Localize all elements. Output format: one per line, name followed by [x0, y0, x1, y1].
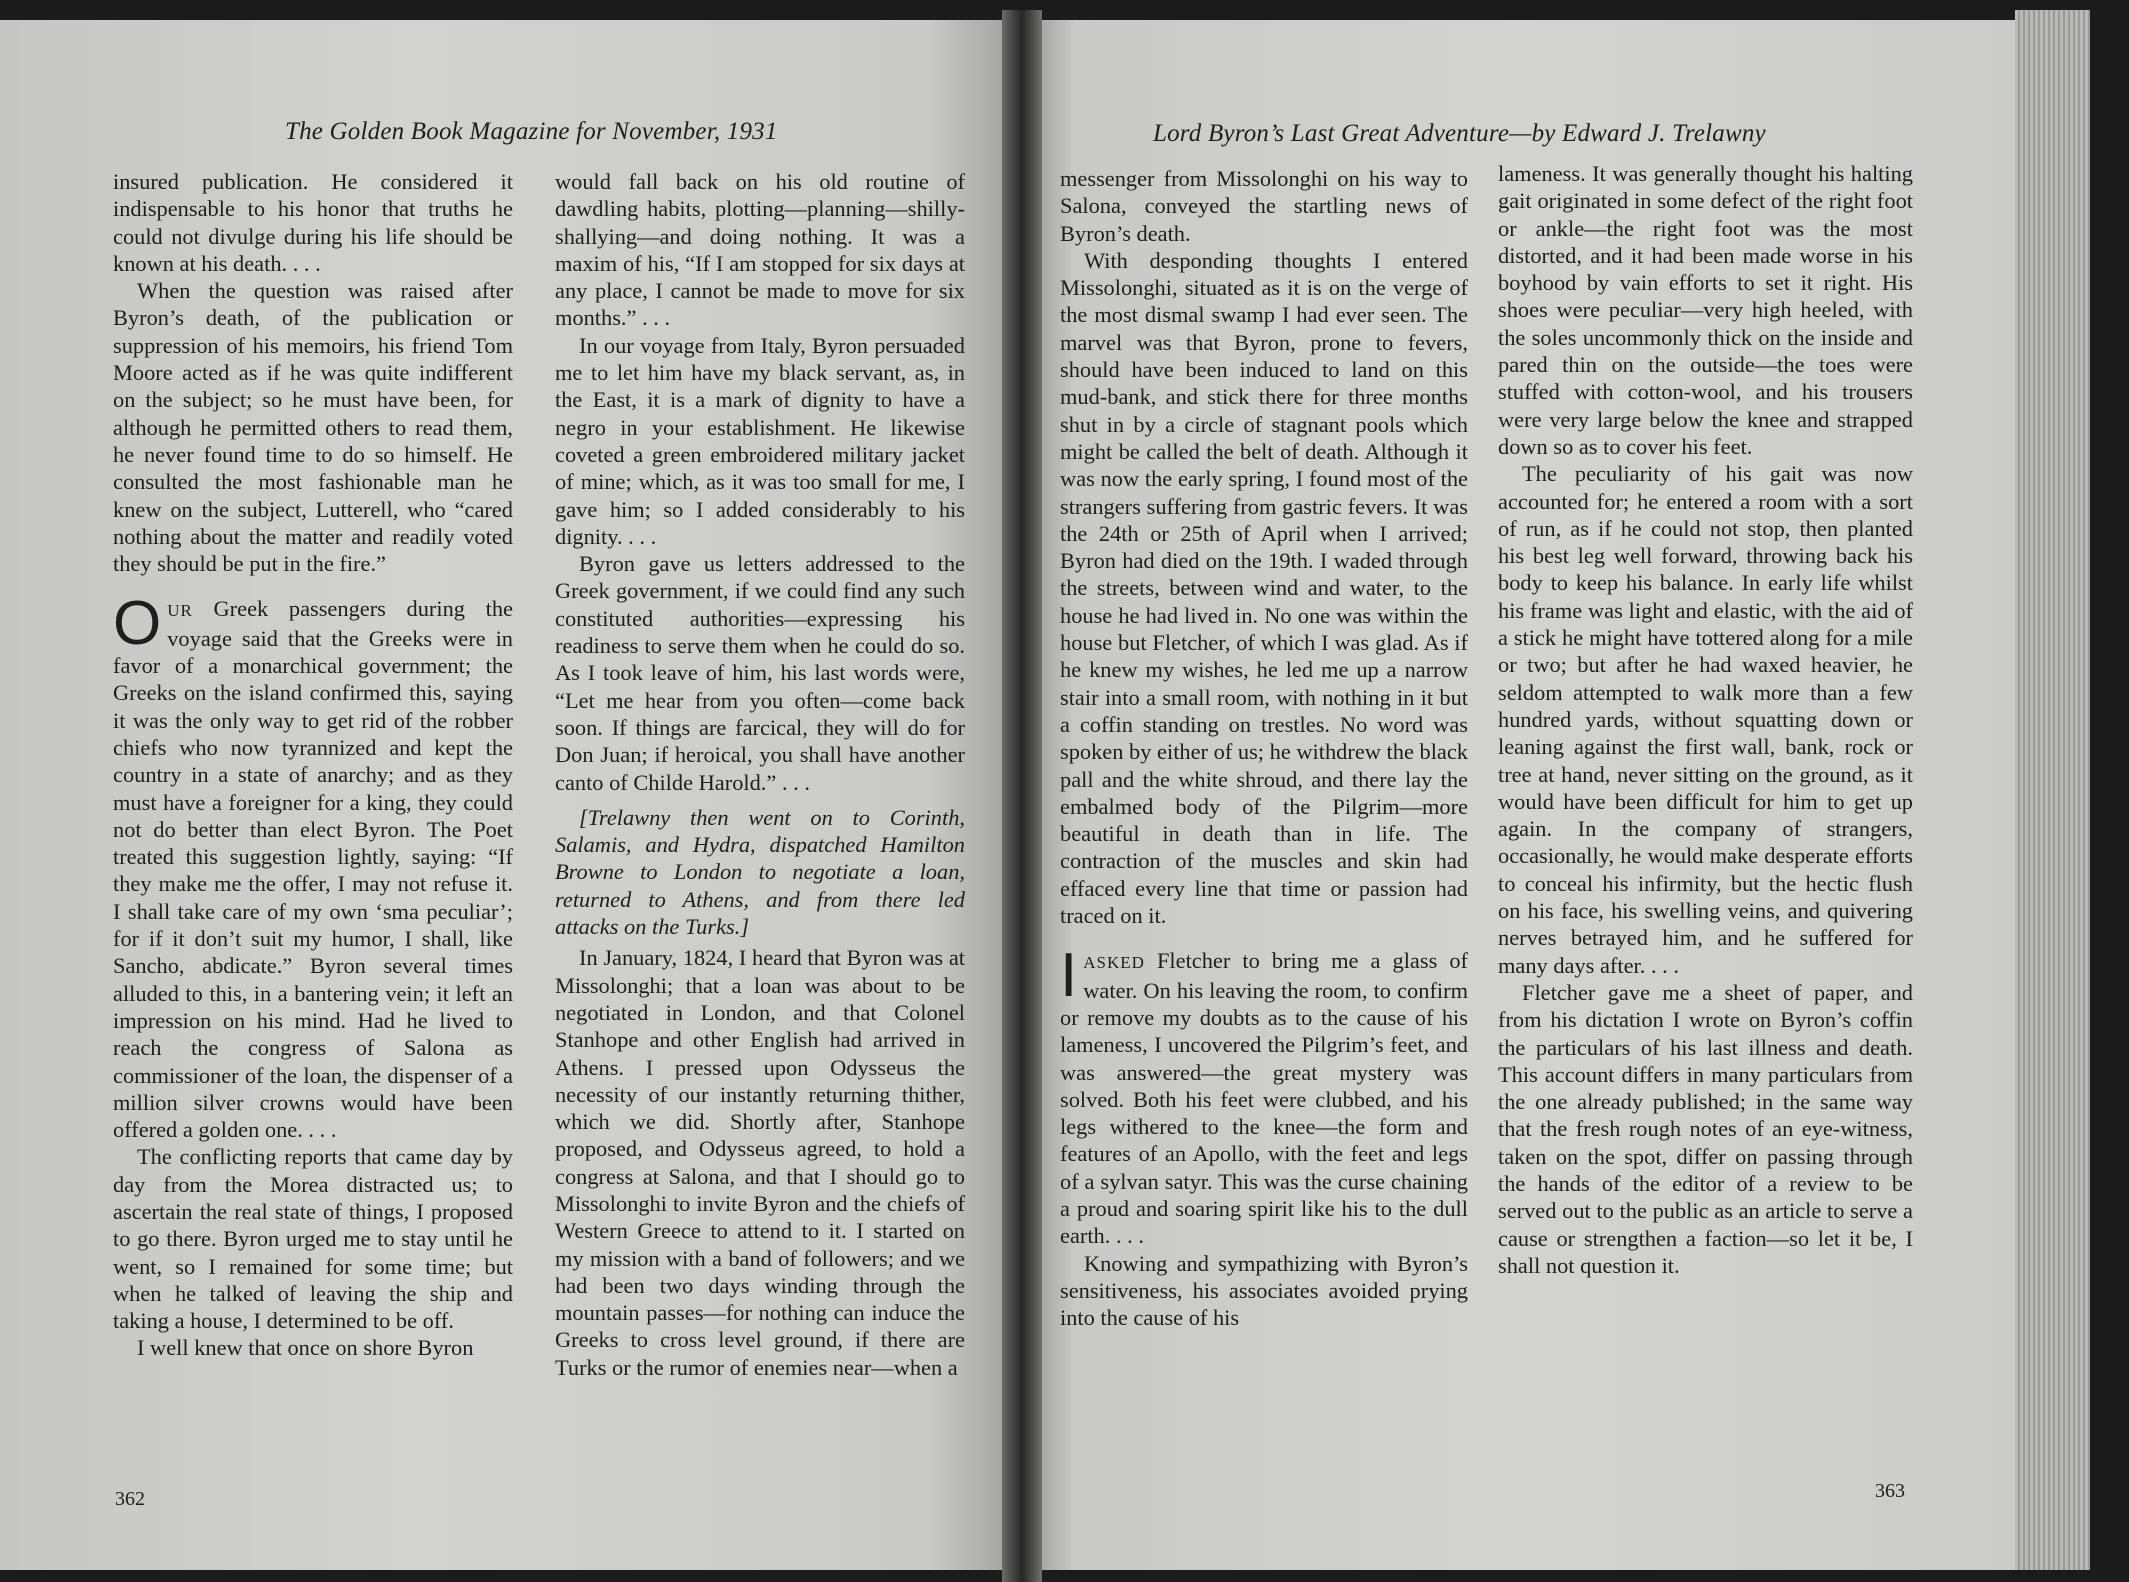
- text-column: [113, 168, 513, 1362]
- paragraph: would fall back on his old routine of dawdling habits, plotting—planning—shilly-shallying—and doing nothing. It was a maxim of his, “If I am stopped for six days at any place, I cannot be made to move for six months.” . . .: [555, 169, 965, 331]
- paragraph: insured publication. He considered it indispensable to his honor that truths he could not divulge during his life should be known at his death. . . .: [113, 169, 513, 276]
- paragraph: In our voyage from Italy, Byron persuaded me to let him have my black servant, as, in the East, it is a mark of dignity to have a negro in your establishment. He likewise coveted a green embroidered military jacket of mine; which, as it was too small for me, I gave him; so I added considerably to his dignity. . . .: [555, 332, 965, 549]
- paragraph: With desponding thoughts I entered Missolonghi, situated as it is on the verge of the most dismal swamp I had ever seen. The marvel was that Byron, prone to fevers, should have been induced to land on this mud-bank, and stick there for three months shut in by a circle of stagnant pools which might be called the belt of death. Although it was now the early spring, I found most of the strangers suffering from gastric fevers. It was the 24th or 25th of April when I arrived; Byron had died on the 19th. I waded through the streets, between wind and water, to the house he had lived in. No one was within the house but Fletcher, of which I was glad. As if he knew my wishes, he led me up a narrow stair into a small room, with nothing in it but a coffin standing on trestles. No word was spoken by either of us; he withdrew the black pall and the white shroud, and there lay the embalmed body of the Pilgrim—more beautiful in death than in life. The contraction of the muscles and skin had effaced every line that time or passion had traced on it.: [1060, 247, 1468, 929]
- text-column: [555, 168, 965, 1381]
- small-caps: ASKED: [1083, 953, 1145, 973]
- small-caps: UR: [167, 601, 193, 621]
- text-column: [1060, 165, 1468, 1331]
- paragraph-text: Fletcher to bring me a glass of water. On his leaving the room, to confirm or remove my doubts as to the cause of his lameness, I uncovered the Pilgrim’s feet, and was answered—the great mystery was solved. Both his feet were clubbed, and his legs withered to the knee—the form and features of an Apollo, with the feet and legs of a sylvan satyr. This was the curse chaining a proud and soaring spirit like his to the dull earth. . . .: [1060, 948, 1468, 1249]
- drop-cap: O: [113, 589, 162, 659]
- book-gutter: [1002, 10, 1042, 1582]
- running-head: Lord Byron’s Last Great Adventure—by Edward J. Trelawny: [1153, 120, 1766, 147]
- running-head: The Golden Book Magazine for November, 1931: [285, 118, 778, 145]
- right-page: [1015, 20, 2015, 1570]
- paragraph: Fletcher gave me a sheet of paper, and from his dictation I wrote on Byron’s coffin the particulars of his last illness and death. This account differs in many particulars from the one already published; in the same way that the fresh rough notes of an eye-witness, taken on the spot, differ on passing through the hands of the editor of a review to be served out to the public as an article to serve a cause or strengthen a faction—so let it be, I shall not question it.: [1498, 979, 1913, 1278]
- page-number: 363: [1875, 1480, 1905, 1502]
- text-column: [1498, 160, 1913, 1279]
- page-number: 362: [115, 1488, 145, 1510]
- paragraph: Knowing and sympathizing with Byron’s sensitiveness, his associates avoided prying into the cause of his: [1060, 1250, 1468, 1331]
- paragraph-text: Greek passengers during the voyage said that the Greeks were in favor of a monarchical government; the Greeks on the island confirmed this, saying it was the only way to get rid of the robber chiefs who now tyrannized and kept the country in a state of anarchy; and as they must have a foreigner for a king, they could not do better than elect Byron. The Poet treated this suggestion lightly, saying: “If they make me the offer, I may not refuse it. I shall take care of my own ‘sma peculiar’; for if it don’t suit my humor, I shall, like Sancho, abdicate.” Byron several times alluded to this, in a bantering vein; it left an impression on his mind. Had he lived to reach the congress of Salona as commissioner of the loan, the dispenser of a million silver crowns would have been offered a golden one. . . .: [113, 596, 513, 1143]
- paragraph: When the question was raised after Byron’s death, of the publication or suppression of his memoirs, his friend Tom Moore acted as if he was quite indifferent on the subject; so he must have been, for although he permitted others to read them, he never found time to do so himself. He consulted the most fashionable man he knew on the subject, Lutterell, who “cared nothing about the matter and readily voted they should be put in the fire.”: [113, 278, 513, 577]
- paragraph: [1060, 941, 1468, 1249]
- editorial-note: [Trelawny then went on to Corinth, Salamis, and Hydra, dispatched Hamilton Browne to London to negotiate a loan, returned to Athens, and from there led attacks on the Turks.]: [555, 804, 965, 940]
- paragraph: The peculiarity of his gait was now accounted for; he entered a room with a sort of run, as if he could not stop, then planted his best leg well forward, throwing back his body to keep his balance. In early life whilst his frame was light and elastic, with the aid of a stick he might have tottered along for a mile or two; but after he had waxed heavier, he seldom attempted to walk more than a few hundred yards, without squatting down or leaning against the first wall, bank, rock or tree at hand, never sitting on the ground, as it would have been difficult for him to get up again. In the company of strangers, occasionally, he would make desperate efforts to conceal his infirmity, but the hectic flush on his face, his swelling veins, and quivering nerves betrayed him, and he suffered for many days after. . . .: [1498, 461, 1913, 978]
- paragraph: [113, 589, 513, 1143]
- paragraph: In January, 1824, I heard that Byron was at Missolonghi; that a loan was about to be negotiated in London, and that Colonel Stanhope and other English had arrived in Athens. I pressed upon Odysseus the necessity of our instantly returning thither, which we did. Shortly after, Stanhope proposed, and Odysseus agreed, to hold a congress at Salona, and that I should go to Missolonghi to invite Byron and the chiefs of Western Greece to attend to it. I started on my mission with a band of followers; and we had been two days winding through the mountain passes—for nothing can induce the Greeks to cross level ground, if there are Turks or the rumor of enemies near—when a: [555, 945, 965, 1380]
- left-page: [0, 20, 1030, 1570]
- paragraph: messenger from Missolonghi on his way to Salona, conveyed the startling news of Byron’s death.: [1060, 166, 1468, 246]
- page-edges: [2015, 10, 2090, 1570]
- paragraph: The conflicting reports that came day by day from the Morea distracted us; to ascertain the real state of things, I proposed to go there. Byron urged me to stay until he went, so I remained for some time; but when he talked of leaving the ship and taking a house, I determined to be off.: [113, 1144, 513, 1334]
- paragraph: Byron gave us letters addressed to the Greek government, if we could find any such constituted authorities—expressing his readiness to serve them when he could do so. As I took leave of him, his last words were, “Let me hear from you often—come back soon. If things are farcical, they will do for Don Juan; if heroical, you shall have another canto of Childe Harold.” . . .: [555, 551, 965, 795]
- paragraph: I well knew that once on shore Byron: [137, 1335, 474, 1361]
- drop-cap: I: [1060, 941, 1078, 1011]
- paragraph: lameness. It was generally thought his halting gait originated in some defect of the right foot or ankle—the right foot was the most distorted, and it had been made worse in his boyhood by vain efforts to set it right. His shoes were peculiar—very high heeled, with the soles uncommonly thick on the inside and pared thin on the outside—the toes were stuffed with cotton-wool, and his trousers were very large below the knee and strapped down so as to cover his feet.: [1498, 161, 1913, 459]
